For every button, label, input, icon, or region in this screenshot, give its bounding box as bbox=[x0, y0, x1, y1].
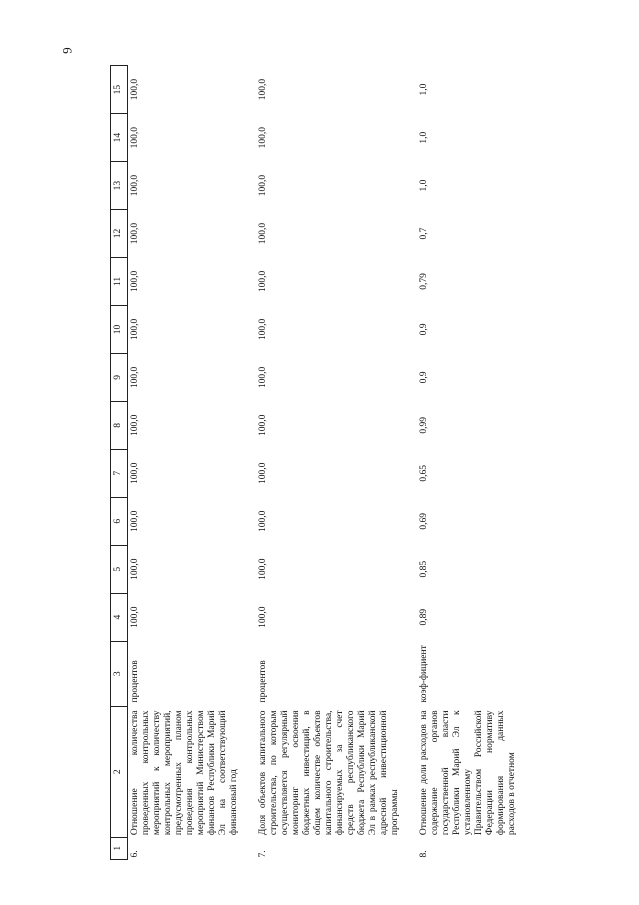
value-cell: 100,0 bbox=[258, 270, 268, 293]
row-number: 6. bbox=[130, 850, 140, 858]
value-cell: 100,0 bbox=[130, 222, 140, 245]
column-header: 10 bbox=[111, 305, 128, 353]
value-cell: 100,0 bbox=[130, 366, 140, 389]
value-cell: 100,0 bbox=[258, 222, 268, 245]
value-cell: 100,0 bbox=[130, 126, 140, 149]
rotated-table-sheet bbox=[110, 65, 530, 860]
unit-of-measure: коэф-фициент bbox=[419, 645, 429, 703]
value-cell: 100,0 bbox=[258, 366, 268, 389]
value-cell: 1,0 bbox=[419, 131, 429, 144]
value-cell: 0,9 bbox=[419, 371, 429, 384]
page-number: 6 bbox=[59, 47, 75, 54]
row-spacer bbox=[403, 66, 417, 860]
value-cell: 1,0 bbox=[419, 83, 429, 96]
value-cell: 0,65 bbox=[419, 464, 429, 482]
value-cell: 0,99 bbox=[419, 417, 429, 434]
value-cell: 100,0 bbox=[258, 414, 268, 437]
value-cell: 100,0 bbox=[258, 606, 268, 628]
value-cell: 100,0 bbox=[258, 318, 268, 341]
value-cell: 100,0 bbox=[130, 318, 140, 341]
value-cell: 1,0 bbox=[419, 179, 429, 192]
indicator-description: Отношение доли расходов на содержание органов государственной власти Республики Марий Эл к установленному Правительством Российской Федерации нормативу формирования данных расходов в отчетном bbox=[419, 710, 517, 836]
column-header: 8 bbox=[111, 401, 128, 449]
column-header: 12 bbox=[111, 210, 128, 258]
row-spacer bbox=[242, 66, 256, 860]
value-cell: 100,0 bbox=[130, 606, 140, 628]
value-cell: 100,0 bbox=[130, 462, 140, 484]
value-cell: 100,0 bbox=[258, 174, 268, 197]
column-header: 14 bbox=[111, 114, 128, 162]
value-cell: 100,0 bbox=[130, 558, 140, 580]
column-header: 4 bbox=[111, 593, 128, 641]
value-cell: 100,0 bbox=[258, 558, 268, 580]
value-cell: 0,7 bbox=[419, 227, 429, 240]
column-header: 15 bbox=[111, 66, 128, 114]
table-row bbox=[417, 66, 520, 860]
column-header: 1 bbox=[111, 837, 128, 859]
value-cell: 100,0 bbox=[130, 174, 140, 197]
table-header-row bbox=[111, 66, 128, 860]
value-cell: 0,9 bbox=[419, 323, 429, 336]
column-header: 13 bbox=[111, 162, 128, 210]
value-cell: 100,0 bbox=[258, 462, 268, 484]
value-cell: 0,69 bbox=[419, 512, 429, 530]
row-number: 8. bbox=[419, 850, 429, 858]
column-header: 5 bbox=[111, 545, 128, 593]
value-cell: 100,0 bbox=[130, 78, 140, 101]
value-cell: 0,89 bbox=[419, 608, 429, 626]
column-header: 11 bbox=[111, 258, 128, 306]
indicators-table bbox=[110, 65, 520, 860]
unit-of-measure: процентов bbox=[130, 660, 140, 703]
value-cell: 100,0 bbox=[130, 270, 140, 293]
column-header: 9 bbox=[111, 353, 128, 401]
value-cell: 100,0 bbox=[130, 414, 140, 437]
row-number: 7. bbox=[258, 850, 268, 858]
column-header: 3 bbox=[111, 641, 128, 706]
column-header: 2 bbox=[111, 706, 128, 837]
value-cell: 100,0 bbox=[258, 510, 268, 532]
column-header: 6 bbox=[111, 497, 128, 545]
indicator-description: Отношение количества проведенных контрольных мероприятий к количеству контрольных мероприятий, предусмотренных планом проведения контрольных мероприятий Министерством финансов Республики Марий Эл на соответствующий финансовый год bbox=[130, 710, 239, 836]
unit-of-measure: процентов bbox=[258, 660, 268, 703]
value-cell: 0,85 bbox=[419, 560, 429, 578]
value-cell: 0,79 bbox=[419, 273, 429, 290]
indicator-description: Доля объектов капитального строительства, по которым осуществляется регулярный мониторинг освоения бюджетных инвестиций, в общем количестве объектов капитального строительства, финансируемых за счет средств республиканского бюджета Республики Марий Эл в рамках республиканской адресной инвестиционной программы bbox=[258, 710, 400, 836]
value-cell: 100,0 bbox=[130, 510, 140, 532]
table-row bbox=[256, 66, 403, 860]
value-cell: 100,0 bbox=[258, 126, 268, 149]
value-cell: 100,0 bbox=[258, 78, 268, 101]
column-header: 7 bbox=[111, 449, 128, 497]
table-row bbox=[128, 66, 243, 860]
